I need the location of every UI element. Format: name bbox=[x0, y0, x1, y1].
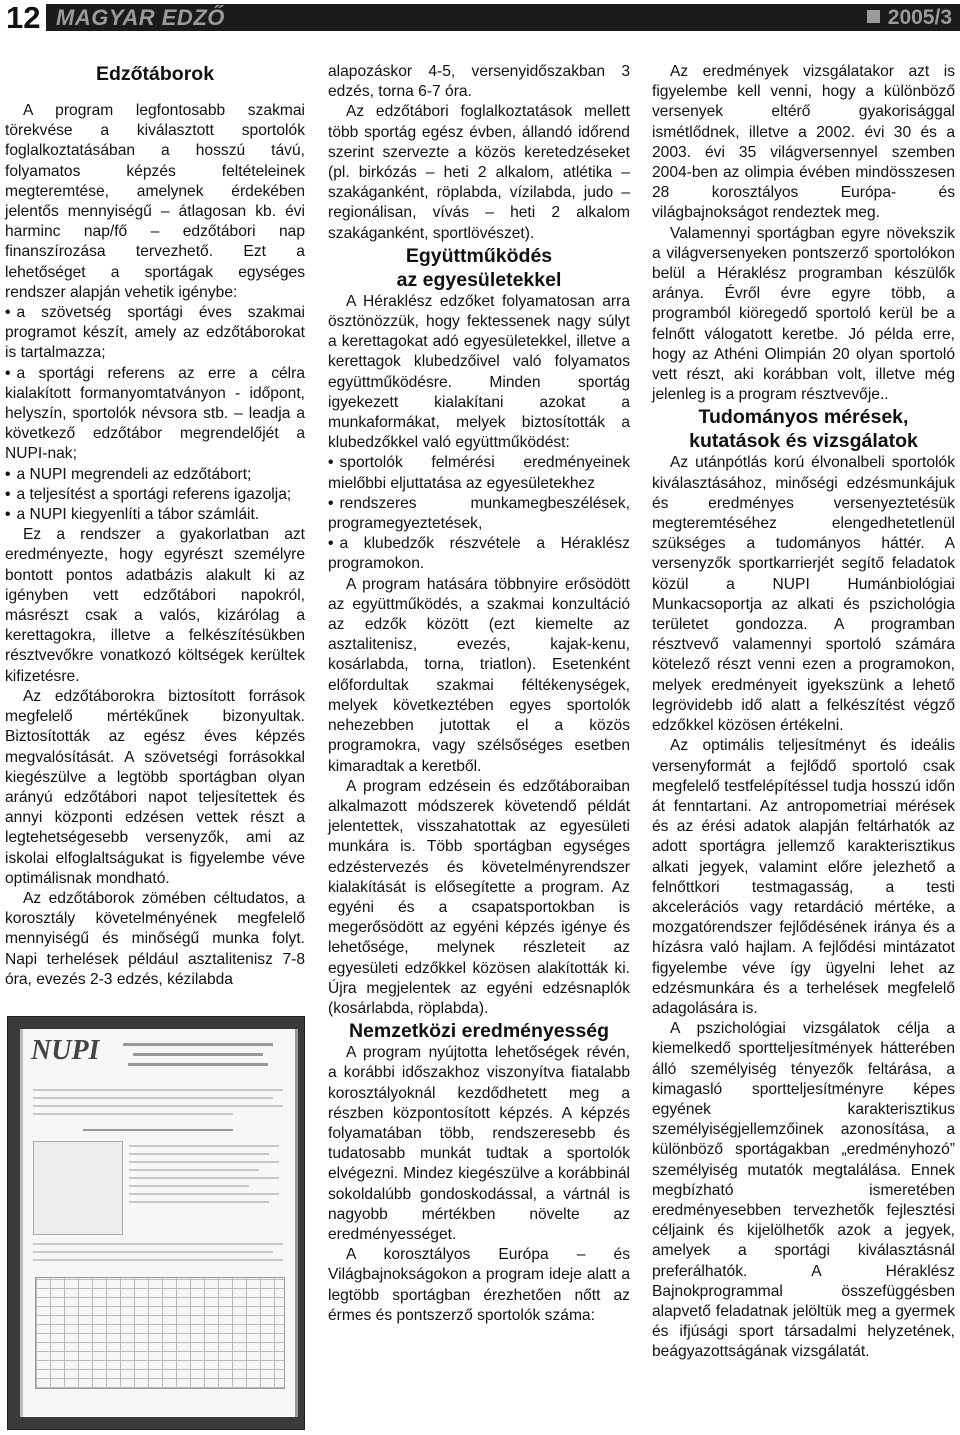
paragraph: A pszichológiai vizsgálatok célja a kiemelkedő sportteljesítmények hátterében álló személyiség tényezők feltárása, a kimagasló sportteljesítményre képes egyének karakterisztikus személyiségjellemzőinek azonosítása, a különböző sportágakban „eredményhozó” személyiség mutatók megtalálása. Ennek megbízható ismeretében eredményesebben tervezhetők fejlesztési céljaink és kijelölhetők azok a jegyek, amelyek a sportági kiválasztásnál preferálhatók. A Héraklész Bajnokprogrammal összefüggésben alapvető feladatnak jelöltük meg a gyermek és ifjúsági sport társadalmi helyzetének, beágyazottságának vizsgálatát. bbox=[652, 1020, 955, 1361]
bullet-icon: • bbox=[328, 535, 334, 553]
paragraph: A program edzésein és edzőtáboraiban alkalmazott módszerek követendő példát jelentettek, visszahatottak az egyesületi munkára is. Több sportágban egységes edzéstervezés és követelményrendszer kialakítását is elősegítette a program. Az egyéni és a csapatsportokban is megerősödött az egyéni képzés igénye és lehetősége, melynek részleteit az egyesületi edzőkkel közösen alakították ki. Újra megjelentek az egyéni edzésnaplók (kosárlabda, röplabda). bbox=[328, 777, 630, 1017]
bullet-icon: • bbox=[5, 304, 11, 322]
list-item: • a teljesítést a sportági referens igazolja; bbox=[5, 485, 292, 503]
paragraph: alapozáskor 4-5, versenyidőszakban 3 edzés, torna 6-7 óra. bbox=[328, 63, 630, 101]
square-icon bbox=[867, 10, 880, 23]
document-table bbox=[35, 1277, 285, 1389]
paragraph: Az edzőtáborok zömében céltudatos, a korosztály követelményének megfelelő mennyiségű és minőségű munka folyt. Napi terhelések például asztalitenisz 7-8 óra, evezés 2-3 edzés, kézilabda bbox=[5, 889, 305, 988]
paragraph: A Héraklész edzőket folyamatosan arra ösztönözzük, hogy fektessenek nagy súlyt a kerettagokat adó egyesületekkel, illetve a kerettagok klubedzőivel való folyamatos együttműködésre. Minden sportág igyekezett kialakítani azokat a munkaformákat, melyek biztosították a klubedzőkkel való együttműködést: bbox=[328, 292, 630, 452]
paragraph: A program legfontosabb szakmai törekvése a kiválasztott sportolók foglalkoztatásában a hosszú távú, folyamatos képzés feltételeinek megteremtése, amelynek érdekében jelentős mennyiségű – átlagosan kb. évi harminc nap/fő – edzőtábori nap finanszírozása tervezhető. Ezt a lehetőséget a sportágak egységes rendszer alapján vehetik igénybe: bbox=[5, 102, 305, 301]
column-2 bbox=[328, 62, 630, 1326]
list-item: • sportolók felmérési eredményeinek mielőbbi eljuttatása az egyesületekhez bbox=[328, 454, 630, 492]
list-item: • rendszeres munkamegbeszélések, programegyeztetések, bbox=[328, 494, 630, 533]
paragraph: Az optimális teljesítményt és ideális versenyformát a fejlődő sportoló csak megfelelő testfelépítéssel tudja hosszú időn át fenntartani. Az antropometriai mérések és az érési adatok alapján feltárhatók az adott sportágra jellemző karakterisztikus alkati jegyek, valamint előre jelezhető a felnőttkori testmagasság, a testi akcelerációs vagy retardáció mértéke, a mozgatórendszer fejlődésének iránya és a hízásra való hajlam. A fejlődési mintázatot figyelembe véve így ügyelni lehet az edzésmunkára és a terhelések megfelelő adagolására is. bbox=[652, 737, 955, 1017]
paragraph: Az edzőtábori foglalkoztatások mellett több sportág egész évben, állandó időrend szerint szervezte a közös keretedzéseket (pl. birkózás – heti 2 alkalom, atlétika – szakáganként, röplabda, vízilabda, judo – regionálisan, vívás – heti 2 alkalom szakáganként, sportlövészet). bbox=[328, 103, 630, 242]
bullet-icon: • bbox=[5, 485, 11, 503]
paragraph: Az edzőtáborokra biztosított források megfelelő mértékűnek bizonyultak. Biztosították az egész éves képzés megvalósítását. A szövetségi forrásokkal kiegészülve a legtöbb sportágban olyan arányú edzőtábori napot teljesítettek és annyi központi edzésen vettek részt a legtehetségesebb versenyzők, ami az iskolai elfoglaltságukat is figyelembe véve optimálisnak mondható. bbox=[5, 687, 305, 887]
heading-edzotaborok: Edzőtáborok bbox=[95, 63, 215, 85]
paragraph: Ez a rendszer a gyakorlatban azt eredményezte, hogy egyrészt személyre bontott pontos adatbázis alakult ki az igényben vett edzőtábori napokról, másrészt csak a valós, kizárólag a kerettagokra, illetve a felkészítésükben résztvevőkre vonatkozó költségek kerültek kifizetésre. bbox=[5, 526, 305, 685]
page-header bbox=[0, 0, 960, 36]
list-item: • a sportági referens az erre a célra kialakított formanyomtatványon - időpont, helyszín, sportolók névsora stb. – leadja a következő edzőtábor megrendelőjét a NUPI-nak; bbox=[5, 364, 305, 463]
column-1 bbox=[5, 40, 305, 990]
bullet-icon: • bbox=[5, 364, 11, 382]
nupi-logo: NUPI bbox=[31, 1035, 100, 1066]
paragraph: Az utánpótlás korú élvonalbeli sportolók kiválasztásához, minőségi edzésmunkájuk és eredményes versenyeztetésük megteremtéséhez elengedhetetlenül szükséges a tudományos háttér. A versenyzők sportkarrierjét segítő feladatok közül a NUPI Humánbiológiai Munkacsoportja az alkati és pszichológia területet gondozza. A programban résztvevő valamennyi sportoló számára kötelező részt venni ezen a programokon, melyek eredményeit igyekszünk a lehető legrövidebb idő alatt a felkészítést végző edzőkkel közösen értékelni. bbox=[652, 454, 955, 735]
page-number: 12 bbox=[6, 0, 41, 35]
bullet-icon: • bbox=[5, 465, 11, 483]
column-3 bbox=[652, 62, 955, 1363]
bullet-icon: • bbox=[5, 506, 11, 524]
magazine-title: MAGYAR EDZŐ bbox=[56, 5, 225, 30]
paragraph: Az eredmények vizsgálatakor azt is figyelembe kell venni, hogy a különböző versenyek eltérő gyakorisággal ismétlődnek, illetve a 2002. évi 30 és a 2003. évi 35 világversennyel szemben 2004-ben az olimpia évében mindösszesen 28 korosztályos Európa- és világbajnokságot rendeztek meg. bbox=[652, 63, 955, 222]
bullet-icon: • bbox=[328, 494, 334, 512]
list-item: • a klubedzők részvétele a Héraklész programokon. bbox=[328, 535, 630, 573]
paragraph: A program nyújtotta lehetőségek révén, a korábbi időszakhoz viszonyítva fiatalabb korosztályoknál kezdődhetett meg a részben központosított képzés. A képzés folyamatában több, rendszeresebb és tudatosabb munkát tudtak a sportolók elvégezni. Mindez kiegészülve a korábbinál sokoldalúbb gondoskodással, a vártnál is nagyobb mértékben növelte az eredményességet. bbox=[328, 1044, 630, 1243]
bullet-icon: • bbox=[328, 454, 334, 472]
issue-number: 2005/3 bbox=[887, 6, 952, 29]
paragraph: Valamennyi sportágban egyre növekszik a világversenyeken pontszerző sportolókon belül a Héraklész programban készülők aránya. Évről évre egyre több, a programból kiöregedő sportoló kerül be a felnőtt válogatott keretbe. Jó példa erre, hogy az Athéni Olimpián 20 olyan sportoló vett részt, aki korábban volt, illetve még jelenleg is a program résztvevője.. bbox=[652, 224, 955, 404]
paragraph: A program hatására többnyire erősödött az együttműködés, a szakmai konzultáció az edzők között (ezt kiemelte az asztalitenisz, evezés, kajak-kenu, kosárlabda, torna, triatlon). Esetenként előfordultak szakmai féltékenységek, melyek következtében egyes sportolók nehezebben jutottak el a közös programokra, vagy szélsőséges esetben kimaradtak a keretből. bbox=[328, 575, 630, 775]
paragraph: A korosztályos Európa – és Világbajnokságokon a program ideje alatt a legtöbb sportágban érezhetően nőtt az érmes és pontszerző sportolók száma: bbox=[328, 1246, 630, 1324]
emblem-box bbox=[33, 1141, 123, 1235]
heading-tudomanyos: Tudományos mérések, kutatások és vizsgálatok bbox=[689, 406, 918, 453]
issue-label bbox=[867, 4, 952, 31]
list-item: • a szövetség sportági éves szakmai programot készít, amely az edzőtáborokat is tartalmazza; bbox=[5, 304, 305, 362]
document-photo bbox=[7, 1016, 305, 1430]
list-item: • a NUPI megrendeli az edzőtábort; bbox=[5, 465, 252, 483]
heading-egyuttmukodes: Együttműködés az egyesületekkel bbox=[396, 244, 562, 291]
heading-nemzetkozi: Nemzetközi eredményesség bbox=[348, 1020, 610, 1043]
document-sheet bbox=[20, 1029, 298, 1417]
list-item: • a NUPI kiegyenlíti a tábor számláit. bbox=[5, 506, 260, 524]
